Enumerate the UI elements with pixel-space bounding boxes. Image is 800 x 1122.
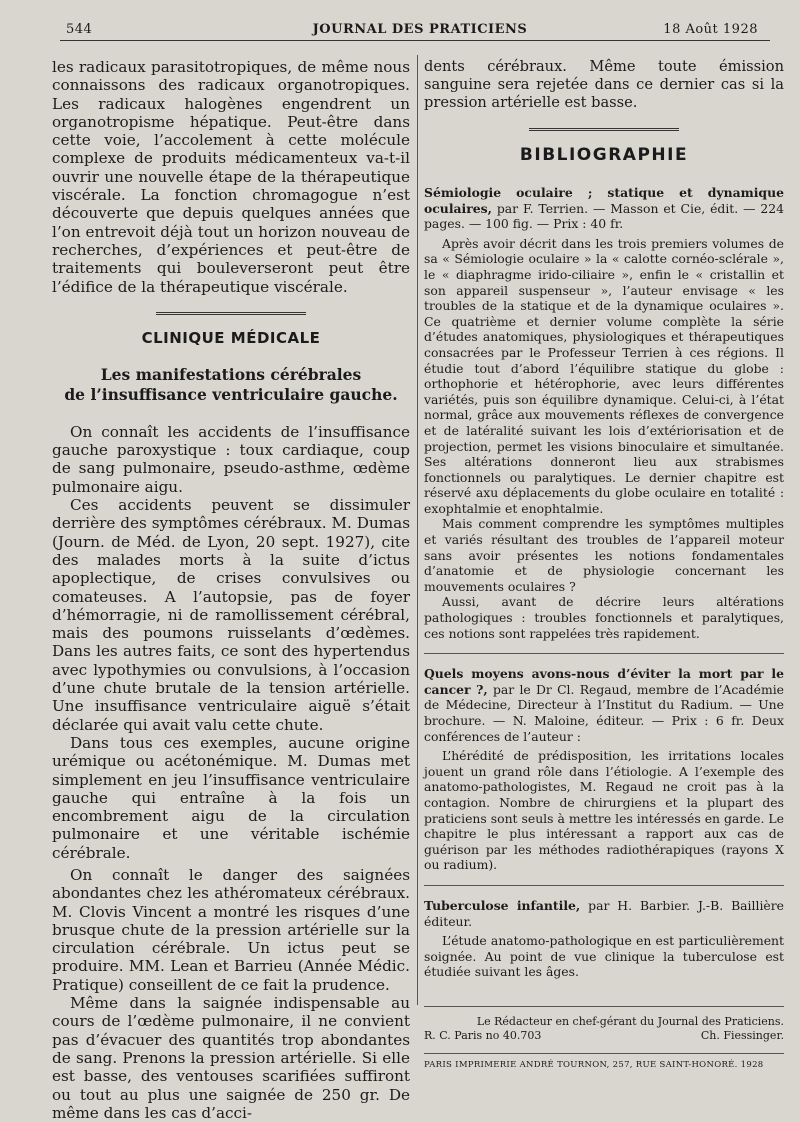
section-separator xyxy=(529,128,679,131)
journal-title: JOURNAL DES PRATICIENS xyxy=(312,22,528,37)
continued-paragraph: dents cérébraux. Même toute émission sanguine sera rejetée dans ce dernier cas si la pression artérielle est basse. xyxy=(424,58,784,111)
review-paragraph: Mais comment comprendre les symptômes multiples et variés résultant des troubles de l’appareil moteur sans avoir présentes les notions fondamentales d’anatomie et de physiologie concernant les mouvements oculaires ? xyxy=(424,516,784,594)
article-title xyxy=(52,365,410,405)
column-divider xyxy=(417,55,418,1005)
article-paragraph: On connaît le danger des saignées abondantes chez les athéromateux cérébraux. M. Clovis Vincent a montré les risques d’une brusque chute de la pression artérielle sur la circulation cérébrale. Un ictus peut se produire. MM. Lean et Barrieu (Année Médic. Pratique) conseillent de ce fait la prudence. xyxy=(52,865,410,994)
footer-registration-line xyxy=(424,1029,784,1043)
bibliography-entry-header xyxy=(424,898,784,929)
bibliography-title: BIBLIOGRAPHIE xyxy=(519,145,689,165)
article-paragraph: On connaît les accidents de l’insuffisance gauche paroxystique : toux cardiaque, coup de sang pulmonaire, pseudo-asthme, œdème pulmonaire aigu. xyxy=(52,422,410,496)
article-title-line-2: de l’insuffisance ventriculaire gauche. xyxy=(64,384,398,404)
article-paragraph: Ces accidents peuvent se dissimuler derrière des symptômes cérébraux. M. Dumas (Journ. de Méd. de Lyon, 20 sept. 1927), cite des malades morts à la suite d’ictus apoplectique, de crises convulsives ou comateuses. A l’autopsie, pas de foyer d’hémorragie, ni de ramollissement cérébral, mais des poumons ruisselants d’œdèmes. Dans les autres faits, ce sont des hypertendus avec lypothymies ou convulsions, à l’occasion d’une chute brutale de la tension artérielle. Une insuffisance ventriculaire aiguë s’était déclarée qui avait valu cette chute. xyxy=(52,496,410,734)
issue-date: 18 Août 1928 xyxy=(663,22,758,37)
section-title: CLINIQUE MÉDICALE xyxy=(141,328,321,347)
right-column xyxy=(424,58,784,1070)
footer-registration: R. C. Paris no 40.703 xyxy=(424,1028,542,1042)
book-title: Sémiologie oculaire ; statique et dynamique oculaires, xyxy=(424,185,784,216)
footer-editor-line: Le Rédacteur en chef-gérant du Journal des Praticiens. xyxy=(476,1014,784,1028)
book-publication: par H. Barbier. J.-B. Baillière éditeur. xyxy=(424,897,784,929)
book-title: Tuberculose infantile, xyxy=(424,897,581,913)
page-header xyxy=(60,18,780,44)
page-number: 544 xyxy=(66,22,93,37)
review-paragraph: Après avoir décrit dans les trois premiers volumes de sa « Sémiologie oculaire » la « calotte cornéo-sclérale », le « diaphragme irido-ciliaire », enfin le « cristallin et son appareil suspenseur », l’auteur envisage « les troubles de la statique et de la dynamique oculaires ». Ce quatrième et dernier volume complète la série d’études anatomiques, physiologiques et thérapeutiques consacrées par le Professeur Terrien à ces régions. Il étudie tout d’abord l’équilibre statique du globe : orthophorie et hétérophorie, avec leurs différentes variétés, puis son équilibre dynamique. Celui-ci, à l’état normal, grâce aux mouvements réflexes de convergence et de latéralité suivant les lois d’extériorisation et de projection, permet les visions binoculaire et simultanée. Ses altérations donneront lieu aux strabismes fonctionnels ou paralytiques. Le dernier chapitre est réservé axu déplacements du globe oculaire en totalité : exophtalmie et enophtalmie. xyxy=(424,235,784,516)
article-paragraph: Dans tous ces exemples, aucune origine urémique ou acétonémique. M. Dumas met simplement en jeu l’insuffisance ventriculaire gauche qui entraîne à la fois un encombrement aigu de la circulation pulmonaire et une véritable ischémie cérébrale. xyxy=(52,733,410,862)
review-paragraph: L’hérédité de prédisposition, les irritations locales jouent un grand rôle dans l’étiologie. A l’exemple des anatomo-pathologistes, M. Regaud ne croit pas à la contagion. Nombre de chirurgiens et la plupart des praticiens sont seuls à mettre les intéressés en garde. Le chapitre le plus intéressant a rapport aux cas de guérison par les méthodes radiothérapiques (rayons X ou radium). xyxy=(424,748,784,873)
header-rule xyxy=(60,40,770,41)
book-title: Quels moyens avons-nous d’éviter la mort par le cancer ?, xyxy=(424,666,784,697)
entry-divider xyxy=(424,885,784,886)
intro-paragraph: les radicaux parasitotropiques, de même nous connaissons des radicaux organotropiques. Les radicaux halogènes engendrent un organotropisme hépatique. Peut-être dans cette voie, l’accolement à cette molécule complexe de produits médicamenteux va-t-il ouvrir une nouvelle étape de la thérapeutique viscérale. La fonction chromagogue n’est découverte que depuis quelques années que l’on entrevoit déjà tout un horizon nouveau de recherches, d’expériences et peut-être de traitements qui bouleverseront peut être l’édifice de la thérapeutique viscérale. xyxy=(52,58,410,296)
entry-divider xyxy=(424,653,784,654)
book-publication: par le Dr Cl. Regaud, membre de l’Académie de Médecine, Directeur à l’Institut du Radium. — Une brochure. — N. Maloine, éditeur. — Prix : 6 fr. Deux conférences de l’auteur : xyxy=(424,681,784,744)
review-paragraph: L’étude anatomo-pathologique en est particulièrement soignée. Au point de vue clinique la tuberculose est étudiée suivant les âges. xyxy=(424,933,784,980)
footer-rule xyxy=(424,1006,784,1007)
bibliography-entry-header xyxy=(424,666,784,744)
article-title-line-1: Les manifestations cérébrales xyxy=(100,364,362,384)
section-separator xyxy=(156,312,306,315)
book-publication: par F. Terrien. — Masson et Cie, édit. — 224 pages. — 100 fig. — Prix : 40 fr. xyxy=(424,200,784,232)
left-column xyxy=(52,58,410,1122)
footer-editor-name: Ch. Fiessinger. xyxy=(700,1028,784,1042)
footer-printer: PARIS IMPRIMERIE ANDRÉ TOURNON, 257, RUE SAINT-HONORÉ. 1928 xyxy=(424,1053,784,1070)
review-paragraph: Aussi, avant de décrire leurs altérations pathologiques : troubles fonctionnels et paralytiques, ces notions sont rappelées très rapidement. xyxy=(424,594,784,641)
article-paragraph: Même dans la saignée indispensable au cours de l’œdème pulmonaire, il ne convient pas d’évacuer des quantités trop abondantes de sang. Prenons la pression artérielle. Si elle est basse, des ventouses scarifiées suffiront ou tout au plus une saignée de 250 gr. De même dans les cas d’acci- xyxy=(52,994,410,1122)
bibliography-entry-header xyxy=(424,185,784,232)
page-footer xyxy=(424,1006,784,1070)
